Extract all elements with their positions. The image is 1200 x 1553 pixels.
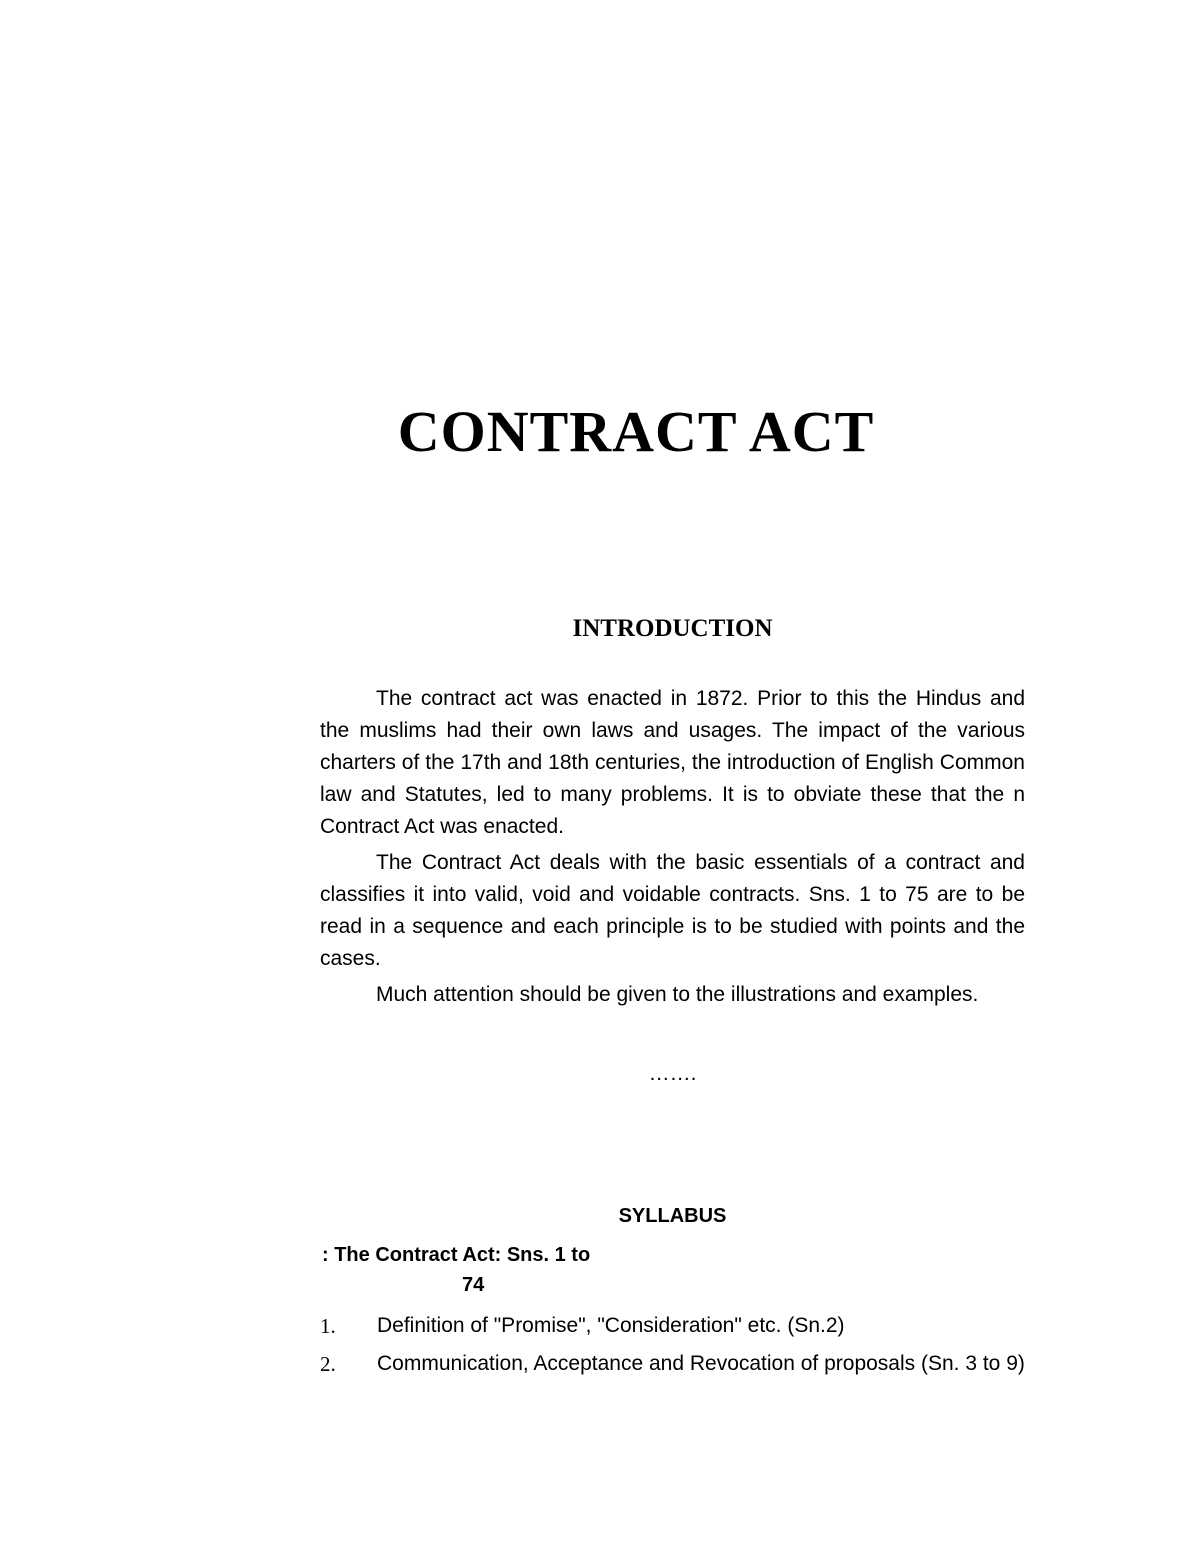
intro-paragraph: Much attention should be given to the illustrations and examples. (376, 983, 979, 1006)
syllabus-item (320, 1348, 1025, 1380)
syllabus-item (320, 1310, 1025, 1342)
introduction-heading: INTRODUCTION (572, 615, 773, 642)
syllabus-subtitle-line1: : The Contract Act: Sns. 1 to (322, 1244, 591, 1266)
intro-paragraph: The Contract Act deals with the basic essentials of a contract and classifies it into valid, void and voidable contracts. Sns. 1 to 75 are to be read in a sequence and each principle is to be studied with points and the cases. (320, 851, 1025, 970)
syllabus-item-text: Communication, Acceptance and Revocation of proposals (Sn. 3 to 9) (377, 1352, 1025, 1375)
syllabus-item-number: 2. (320, 1352, 336, 1376)
syllabus-item-number: 1. (320, 1314, 336, 1338)
document-title: CONTRACT ACT (397, 399, 875, 464)
syllabus-subtitle (322, 1240, 590, 1300)
intro-paragraph: The contract act was enacted in 1872. Prior to this the Hindus and the muslims had their own laws and usages. The impact of the various charters of the 17th and 18th centuries, the introduction of English Common law and Statutes, led to many problems. It is to obviate these that the n Contract Act was enacted. (320, 687, 1025, 838)
syllabus-subtitle-line2: 74 (462, 1274, 485, 1296)
section-separator: ……. (648, 1062, 697, 1085)
syllabus-heading: SYLLABUS (618, 1205, 727, 1227)
introduction-body (320, 683, 1025, 1015)
syllabus-list (320, 1310, 1025, 1386)
syllabus-item-text: Definition of "Promise", "Consideration" etc. (Sn.2) (377, 1314, 845, 1337)
